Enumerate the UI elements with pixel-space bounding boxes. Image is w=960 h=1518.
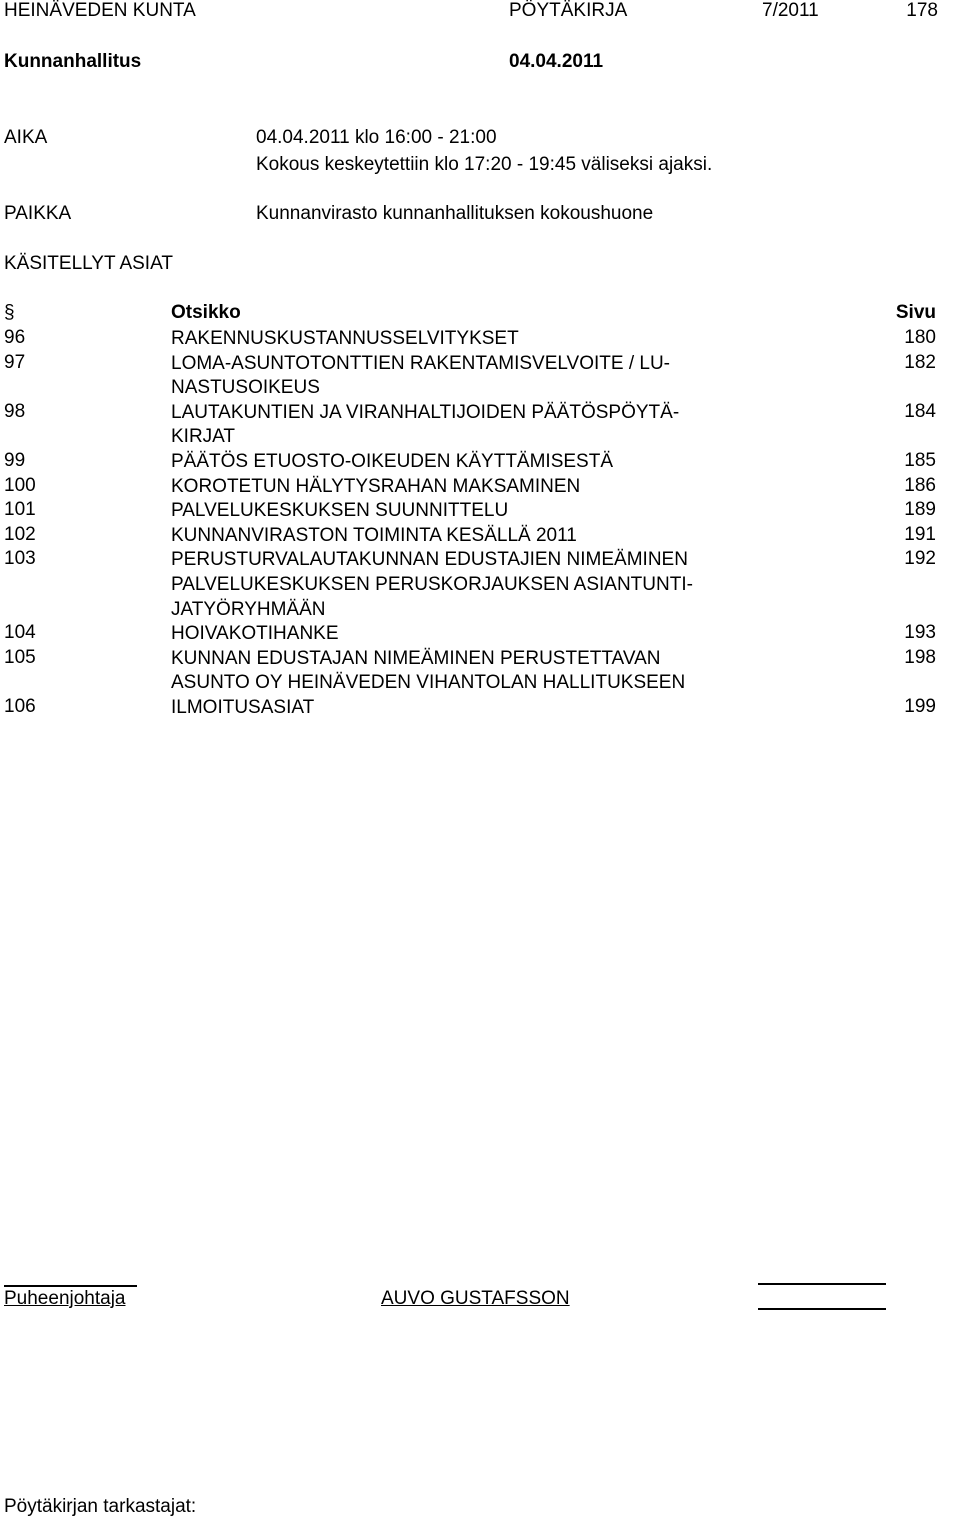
agenda-item-page: 192 [904,548,936,570]
agenda-item-title: ILMOITUSASIAT [171,697,315,718]
agenda-table-header [0,302,960,326]
agenda-item-number: 99 [4,450,26,471]
agenda-heading: KÄSITELLYT ASIAT [4,253,173,274]
agenda-item-number: 96 [4,327,26,348]
time-value: 04.04.2011 klo 16:00 - 21:00 [256,127,497,148]
minutes-number: 7/2011 [762,0,819,21]
meeting-body: Kunnanhallitus [4,51,142,72]
title-column-header: Otsikko [171,302,241,323]
time-label: AIKA [4,127,48,148]
agenda-item-title: HOIVAKOTIHANKE [171,623,339,645]
agenda-item-number: 102 [4,523,36,545]
agenda-item-page: 193 [904,622,936,644]
agenda-item-page: 191 [904,523,936,545]
agenda-item-number: 101 [4,499,36,521]
agenda-item-title: RAKENNUSKUSTANNUSSELVITYKSET [171,328,519,349]
chairman-label: Puheenjohtaja [4,1288,126,1309]
agenda-item-number: 106 [4,696,36,717]
document-type: PÖYTÄKIRJA [509,0,628,21]
agenda-item-page: 182 [904,351,936,373]
agenda-item-number: 104 [4,622,36,644]
minutes-checkers-label: Pöytäkirjan tarkastajat: [4,1496,197,1517]
agenda-item-title: KUNNANVIRASTON TOIMINTA KESÄLLÄ 2011 [171,524,577,546]
agenda-item-number: 97 [4,351,26,373]
agenda-item-title: PÄÄTÖS ETUOSTO-OIKEUDEN KÄYTTÄMISESTÄ [171,451,614,472]
agenda-item-title: PERUSTURVALAUTAKUNNAN EDUSTAJIEN NIMEÄMINEN PALVELUKESKUKSEN PERUSKORJAUKSEN ASIANTUNTI- JATYÖRYHMÄÄN [171,549,693,620]
agenda-item-number: 100 [4,474,36,496]
agenda-item-title: PALVELUKESKUKSEN SUUNNITTELU [171,500,509,522]
agenda-item-page: 186 [904,474,936,496]
meeting-date: 04.04.2011 [509,51,604,72]
agenda-item-title: KUNNAN EDUSTAJAN NIMEÄMINEN PERUSTETTAVAN ASUNTO OY HEINÄVEDEN VIHANTOLAN HALLITUKSEEN [171,647,686,694]
agenda-item-page: 180 [904,327,936,348]
agenda-item-page: 199 [904,696,936,717]
agenda-item-number: 103 [4,548,36,570]
signature-line-right-bottom [758,1308,886,1310]
signature-line-right-top [758,1283,886,1285]
agenda-item-number: 98 [4,400,26,422]
time-note: Kokous keskeytettiin klo 17:20 - 19:45 väliseksi ajaksi. [256,154,713,175]
agenda-item-title: KOROTETUN HÄLYTYSRAHAN MAKSAMINEN [171,475,581,497]
signature-line-left [4,1285,137,1287]
agenda-item-title: LOMA-ASUNTOTONTTIEN RAKENTAMISVELVOITE / LU- NASTUSOIKEUS [171,352,671,399]
agenda-item-number: 105 [4,646,36,668]
place-label: PAIKKA [4,203,72,224]
organization-name: HEINÄVEDEN KUNTA [4,0,196,21]
page-number: 178 [906,0,938,21]
agenda-item-page: 184 [904,400,936,422]
page-column-header: Sivu [895,302,936,323]
agenda-item-page: 189 [904,499,936,521]
chairman-name: AUVO GUSTAFSSON [381,1288,570,1309]
agenda-item-page: 198 [904,646,936,668]
place-value: Kunnanvirasto kunnanhallituksen kokoushuone [256,203,654,224]
agenda-item-page: 185 [904,450,936,471]
agenda-item-title: LAUTAKUNTIEN JA VIRANHALTIJOIDEN PÄÄTÖSPÖYTÄ- KIRJAT [171,401,680,448]
section-sign-icon: § [4,302,15,323]
